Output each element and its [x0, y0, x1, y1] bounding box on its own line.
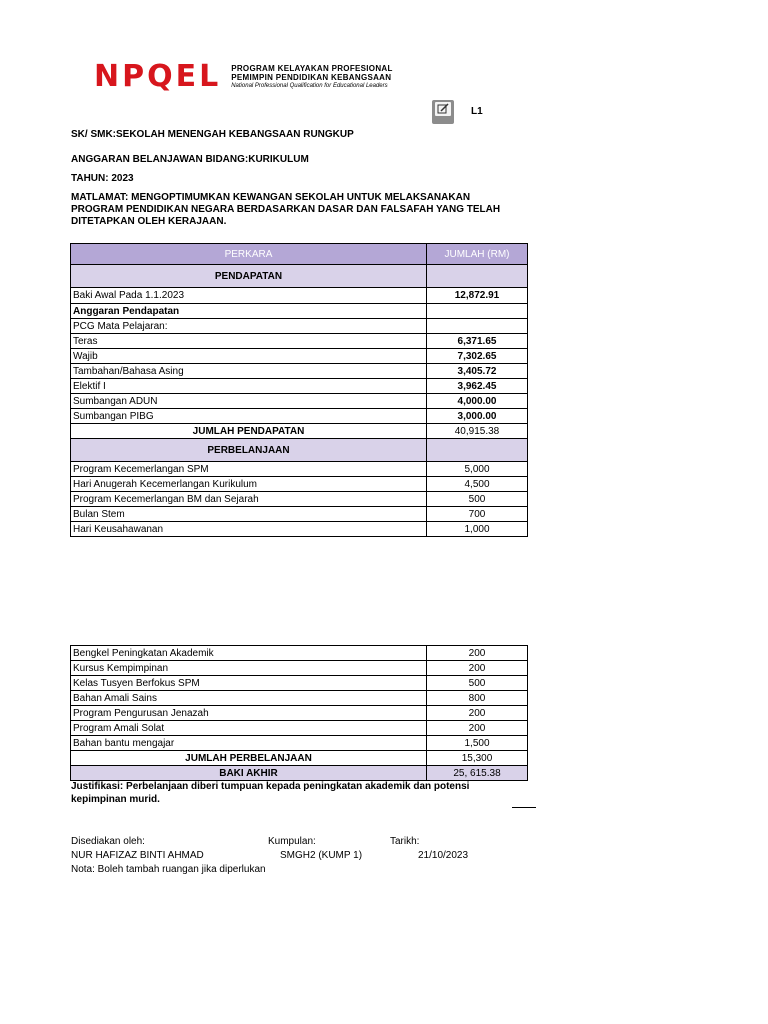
total-row [71, 751, 528, 766]
school-name: SK/ SMK:SEKOLAH MENENGAH KEBANGSAAN RUNGKUP [71, 129, 354, 140]
income-total: 40,915.38 [427, 424, 528, 439]
footer-note: Nota: Boleh tambah ruangan jika diperlukan [71, 864, 266, 875]
section-income: PENDAPATAN [71, 265, 427, 288]
section-expense: PERBELANJAAN [71, 439, 427, 462]
date-value: 21/10/2023 [418, 850, 469, 861]
justification: Justifikasi: Perbelanjaan diberi tumpuan kepada peningkatan akademik dan potensi kepimpinan murid. [71, 781, 470, 805]
table-row: Bahan bantu mengajar 1,500 [71, 736, 528, 751]
table-row: Hari Keusahawanan 1,000 [71, 522, 528, 537]
budget-title: ANGGARAN BELANJAWAN BIDANG:KURIKULUM [71, 154, 309, 165]
total-row [71, 424, 528, 439]
group-value: SMGH2 (KUMP 1) [280, 850, 363, 861]
prepared-by-name: NUR HAFIZAZ BINTI AHMAD [71, 850, 204, 861]
table-row: Kursus Kempimpinan 200 [71, 661, 528, 676]
table-row: Wajib 7,302.65 [71, 349, 528, 364]
balance-amount: 25, 615.38 [427, 766, 528, 781]
date-label: Tarikh: [390, 836, 420, 847]
table-row: Bahan Amali Sains 800 [71, 691, 528, 706]
table-row: Baki Awal Pada 1.1.2023 12,872.91 [71, 288, 528, 304]
group-label: Kumpulan: [268, 836, 316, 847]
logo-line-2: PEMIMPIN PENDIDIKAN KEBANGSAAN [231, 72, 392, 82]
budget-table [70, 243, 528, 537]
table-row: Sumbangan ADUN 4,000.00 [71, 394, 528, 409]
budget-table-continued [70, 645, 528, 781]
table-row: Program Kecemerlangan BM dan Sejarah 500 [71, 492, 528, 507]
balance-row [71, 766, 528, 781]
goal-statement: MATLAMAT: MENGOPTIMUMKAN KEWANGAN SEKOLAH UNTUK MELAKSANAKAN PROGRAM PENDIDIKAN NEGARA BERDASARKAN DASAR DAN FALSAFAH YANG TELAH DITETAPKAN OLEH KERAJAAN. [71, 192, 501, 227]
table-row: Bengkel Peningkatan Akademik 200 [71, 646, 528, 661]
table-row: Hari Anugerah Kecemerlangan Kurikulum 4,500 [71, 477, 528, 492]
logo-line-1: PROGRAM KELAYAKAN PROFESIONAL [231, 63, 393, 73]
npqel-logo [94, 59, 393, 94]
col-header-amount: JUMLAH (RM) [427, 244, 528, 265]
expense-total: 15,300 [427, 751, 528, 766]
expense-total-label: JUMLAH PERBELANJAAN [71, 751, 427, 766]
col-header-item: PERKARA [71, 244, 427, 265]
table-header-row [71, 244, 528, 265]
divider [512, 807, 536, 808]
income-total-label: JUMLAH PENDAPATAN [71, 424, 427, 439]
table-row: Sumbangan PIBG 3,000.00 [71, 409, 528, 424]
table-row: Program Amali Solat 200 [71, 721, 528, 736]
logo-tagline [231, 64, 392, 91]
table-row: PCG Mata Pelajaran: [71, 319, 528, 334]
page-label: L1 [471, 106, 483, 117]
logo-line-3: National Professional Qualification for Educational Leaders [231, 82, 388, 89]
edit-icon[interactable] [432, 100, 454, 124]
table-row: Program Pengurusan Jenazah 200 [71, 706, 528, 721]
table-row: Kelas Tusyen Berfokus SPM 500 [71, 676, 528, 691]
balance-label: BAKI AKHIR [71, 766, 427, 781]
section-row [71, 265, 528, 288]
prepared-by-label: Disediakan oleh: [71, 836, 145, 847]
table-row: Program Kecemerlangan SPM 5,000 [71, 462, 528, 477]
table-row: Anggaran Pendapatan [71, 304, 528, 319]
table-row: Bulan Stem 700 [71, 507, 528, 522]
table-row: Teras 6,371.65 [71, 334, 528, 349]
table-row: Tambahan/Bahasa Asing 3,405.72 [71, 364, 528, 379]
budget-year: TAHUN: 2023 [71, 173, 134, 184]
logo-wordmark: NPQEL [94, 59, 222, 94]
section-row [71, 439, 528, 462]
table-row: Elektif I 3,962.45 [71, 379, 528, 394]
